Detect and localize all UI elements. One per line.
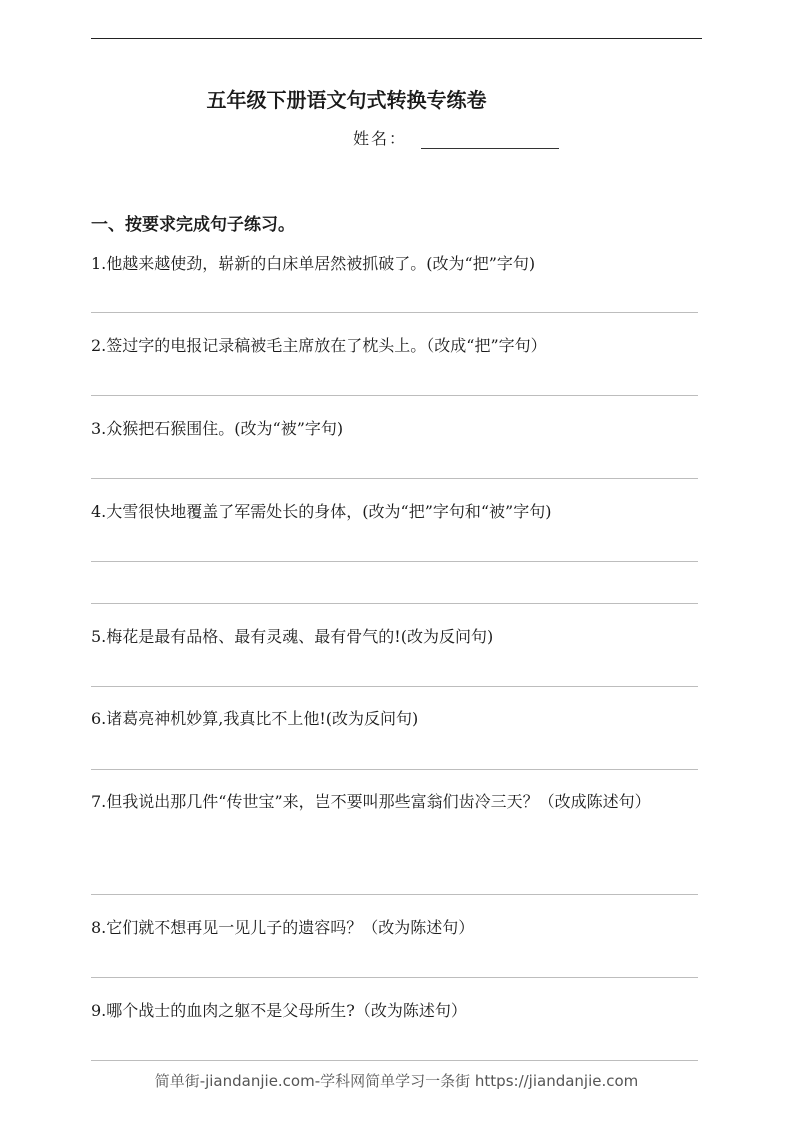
question-7: 7.但我说出那几件“传世宝”来，岂不要叫那些富翁们齿冷三天？（改成陈述句） [91,792,651,811]
answer-line-7[interactable] [91,894,698,895]
answer-line-9[interactable] [91,1060,698,1061]
answer-line-2[interactable] [91,395,698,396]
answer-line-1[interactable] [91,312,698,313]
name-label: 姓名： [353,129,408,148]
page-title-text: 五年级下册语文句式转换专练卷 [206,88,487,112]
question-5: 5.梅花是最有品格、最有灵魂、最有骨气的!(改为反问句) [91,627,494,646]
answer-line-4a[interactable] [91,561,698,562]
answer-line-5[interactable] [91,686,698,687]
answer-line-4b[interactable] [91,603,698,604]
question-9: 9.哪个战士的血肉之躯不是父母所生?（改为陈述句） [91,1001,467,1020]
name-row [353,126,559,149]
question-3: 3.众猴把石猴围住。(改为“被”字句) [91,419,344,438]
answer-line-6[interactable] [91,769,698,770]
page-title [0,84,793,113]
question-1: 1.他越来越使劲，崭新的白床单居然被抓破了。(改为“把”字句) [91,254,536,273]
question-8: 8.它们就不想再见一见儿子的遗容吗？（改为陈述句） [91,918,475,937]
section-heading: 一、按要求完成句子练习。 [91,215,295,235]
answer-line-3[interactable] [91,478,698,479]
footer: 简单街-jiandanjie.com-学科网简单学习一条街 https://jiandanjie.com [154,1072,639,1090]
answer-line-8[interactable] [91,977,698,978]
question-2: 2.签过字的电报记录稿被毛主席放在了枕头上。（改成“把”字句） [91,336,547,355]
question-6: 6.诸葛亮神机妙算,我真比不上他!(改为反问句) [91,709,419,728]
name-blank[interactable] [421,130,559,149]
top-rule [91,38,702,39]
question-4: 4.大雪很快地覆盖了军需处长的身体，(改为“把”字句和“被”字句) [91,502,552,521]
